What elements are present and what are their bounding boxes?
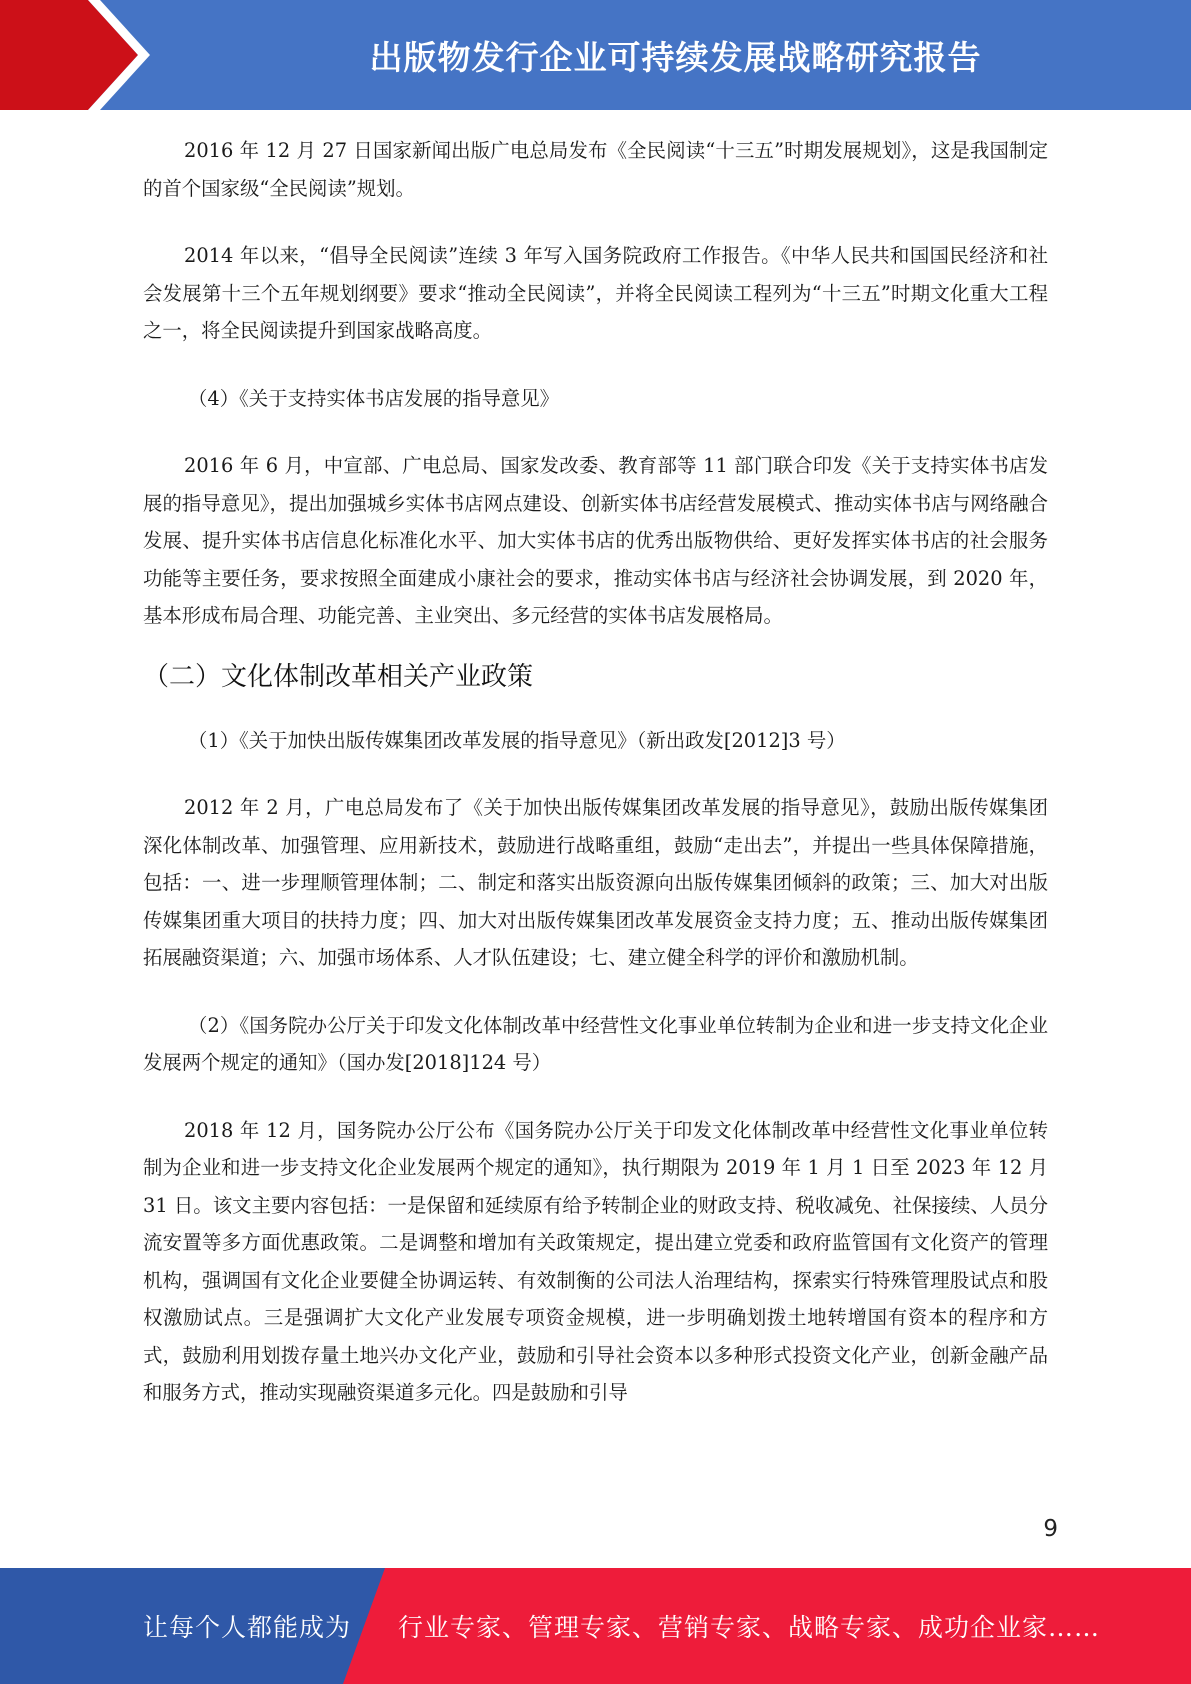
paragraph-reading-plan: 2016 年 12 月 27 日国家新闻出版广电总局发布《全民阅读“十三五”时期发展规划》，这是我国制定的首个国家级“全民阅读”规划。 xyxy=(143,139,1048,200)
chevron-red-shape xyxy=(0,0,138,110)
report-title: 出版物发行企业可持续发展战略研究报告 xyxy=(369,37,982,77)
paragraph-state-council-policy: 2018 年 12 月，国务院办公厅公布《国务院办公厅关于印发文化体制改革中经营性文化事业单位转制为企业和进一步支持文化企业发展两个规定的通知》，执行期限为 2019 年 1 月 1 日至 2023 年 12 月 31 日。该文主要内容包括：一是保留和延续原有给予转制企业的财政支持、税收减免、社保接续、人员分流安置等多方面优惠政策。二是调整和增加有关政策规定，提出建立党委和政府监管国有文化资产的管理机构，强调国有文化企业要健全协调运转、有效制衡的公司法人治理结构，探索实行特殊管理股试点和股权激励试点。三是强调扩大文化产业发展专项资金规模，进一步明确划拨土地转增国有资本的程序和方式，鼓励利用划拨存量土地兴办文化产业，鼓励和引导社会资本以多种形式投资文化产业，创新金融产品和服务方式，推动实现融资渠道多元化。四是鼓励和引导 xyxy=(143,1118,1048,1404)
page-number: 9 xyxy=(1043,1516,1058,1542)
paragraph-bookstore-policy: 2016 年 6 月，中宣部、广电总局、国家发改委、教育部等 11 部门联合印发《关于支持实体书店发展的指导意见》，提出加强城乡实体书店网点建设、创新实体书店经营发展模式、推动实体书店与网络融合发展、提升实体书店信息化标准化水平、加大实体书店的优秀出版物供给、更好发挥实体书店的社会服务功能等主要任务，要求按照全面建成小康社会的要求，推动实体书店与经济社会协调发展，到 2020 年，基本形成布局合理、功能完善、主业突出、多元经营的实体书店发展格局。 xyxy=(143,454,1048,627)
paragraph-national-reading: 2014 年以来，“倡导全民阅读”连续 3 年写入国务院政府工作报告。《中华人民共和国国民经济和社会发展第十三个五年规划纲要》要求“推动全民阅读”，并将全民阅读工程列为“十三五”时期文化重大工程之一，将全民阅读提升到国家战略高度。 xyxy=(143,244,1048,342)
header-chevron-decoration xyxy=(0,0,170,110)
footer-slogan-right: 行业专家、管理专家、营销专家、战略专家、成功企业家…… xyxy=(398,1613,1101,1642)
footer-slogan-left: 让每个人都能成为 xyxy=(143,1613,352,1642)
page-content xyxy=(143,132,1048,1412)
subheading-publishing-group-opinion: （1）《关于加快出版传媒集团改革发展的指导意见》（新出政发[2012]3 号） xyxy=(188,728,846,752)
section-heading-cultural-reform: （二）文化体制改革相关产业政策 xyxy=(143,661,534,692)
page-footer xyxy=(0,1568,1191,1684)
paragraph-publishing-group-policy: 2012 年 2 月，广电总局发布了《关于加快出版传媒集团改革发展的指导意见》，鼓励出版传媒集团深化体制改革、加强管理、应用新技术，鼓励进行战略重组，鼓励“走出去”，并提出一些具体保障措施，包括：一、进一步理顺管理体制；二、制定和落实出版资源向出版传媒集团倾斜的政策；三、加大对出版传媒集团重大项目的扶持力度；四、加大对出版传媒集团改革发展资金支持力度；五、推动出版传媒集团拓展融资渠道；六、加强市场体系、人才队伍建设；七、建立健全科学的评价和激励机制。 xyxy=(143,796,1048,969)
page-header xyxy=(0,0,1191,110)
subheading-bookstore-opinion: （4）《关于支持实体书店发展的指导意见》 xyxy=(188,386,560,410)
subheading-state-council-notice: （2）《国务院办公厅关于印发文化体制改革中经营性文化事业单位转制为企业和进一步支持文化企业发展两个规定的通知》（国办发[2018]124 号） xyxy=(143,1013,1048,1074)
